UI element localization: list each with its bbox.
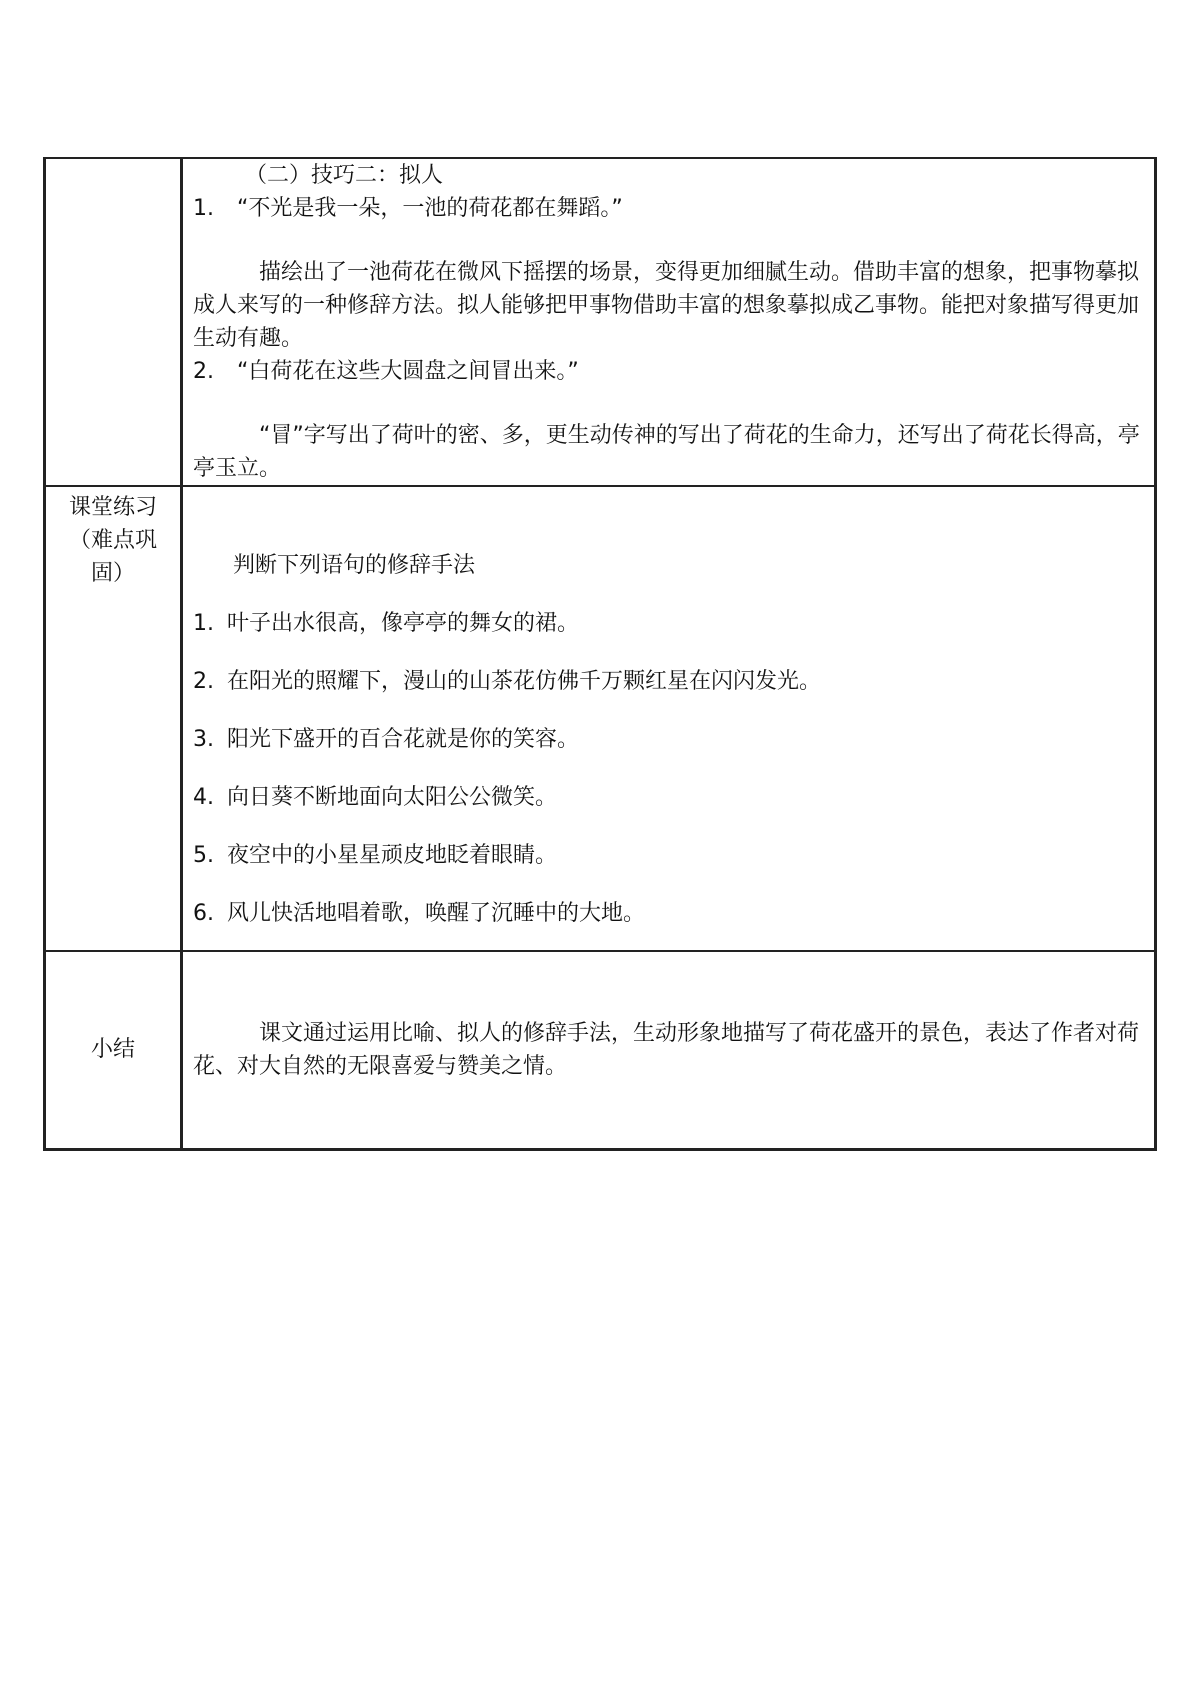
practice-3-number: 3. [193, 727, 214, 752]
practice-item-6 [193, 897, 1146, 930]
row3-content-cell [182, 951, 1156, 1149]
row-technique-personification [45, 158, 1156, 486]
practice-item-2 [193, 665, 1146, 698]
practice-item-3 [193, 723, 1146, 756]
practice-2-text: 在阳光的照耀下，漫山的山茶花仿佛千万颗红星在闪闪发光。 [227, 669, 822, 694]
practice-item-1 [193, 607, 1146, 640]
practice-4-number: 4. [193, 785, 214, 810]
practice-5-text: 夜空中的小星星顽皮地眨着眼睛。 [227, 843, 558, 868]
row3-label-cell [45, 951, 182, 1149]
example-1-quote: “不光是我一朵，一池的荷花都在舞蹈。” [237, 196, 623, 221]
practice-5-number: 5. [193, 843, 214, 868]
row2-label-cell [45, 486, 182, 951]
technique-heading: （二）技巧二：拟人 [245, 163, 444, 188]
example-1-number: 1. [193, 196, 214, 221]
example-2-quote: “白荷花在这些大圆盘之间冒出来。” [237, 359, 579, 384]
example-1-explanation: 描绘出了一池荷花在微风下摇摆的场景，变得更加细腻生动。借助丰富的想象，把事物摹拟成人来写的一种修辞方法。拟人能够把甲事物借助丰富的想象摹拟成乙事物。能把对象描写得更加生动有趣。 [193, 260, 1140, 351]
lesson-table [43, 157, 1157, 1151]
row2-label: 课堂练习（难点巩固） [68, 495, 157, 586]
practice-1-number: 1. [193, 611, 214, 636]
row1-label-cell [45, 158, 182, 486]
row2-content-cell [182, 486, 1156, 951]
summary-text: 课文通过运用比喻、拟人的修辞手法，生动形象地描写了荷花盛开的景色，表达了作者对荷花、对大自然的无限喜爱与赞美之情。 [193, 1020, 1140, 1079]
practice-item-4 [193, 781, 1146, 814]
example-item-1 [193, 192, 1146, 225]
row1-content-cell [182, 158, 1156, 486]
practice-2-number: 2. [193, 669, 214, 694]
row3-label: 小结 [90, 1037, 135, 1063]
practice-3-text: 阳光下盛开的百合花就是你的笑容。 [227, 727, 580, 752]
practice-6-text: 风儿快活地唱着歌，唤醒了沉睡中的大地。 [227, 901, 646, 926]
row-summary [45, 951, 1156, 1149]
example-item-2 [193, 355, 1146, 388]
practice-6-number: 6. [193, 901, 214, 926]
practice-1-text: 叶子出水很高，像亭亭的舞女的裙。 [227, 611, 580, 636]
practice-item-5 [193, 839, 1146, 872]
practice-4-text: 向日葵不断地面向太阳公公微笑。 [227, 785, 558, 810]
practice-intro: 判断下列语句的修辞手法 [233, 553, 476, 578]
example-2-explanation: “冒”字写出了荷叶的密、多，更生动传神的写出了荷花的生命力，还写出了荷花长得高，亭亭玉立。 [193, 423, 1140, 481]
example-2-number: 2. [193, 359, 214, 384]
row-class-practice [45, 486, 1156, 951]
